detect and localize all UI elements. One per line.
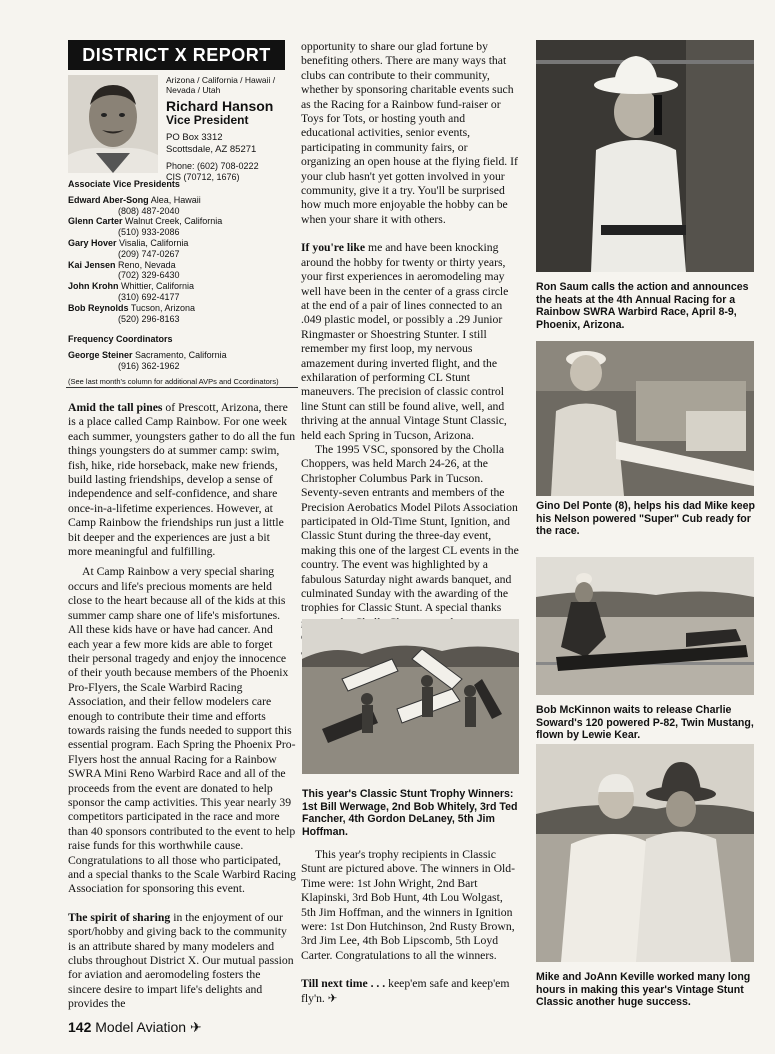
- paragraph-opportunity: opportunity to share our glad fortune by benefiting others. There are many ways that clubs can contribute to their community, whether by sponsoring charitable events such as the Racing for a Rainbow fund-raiser or Toys for Tots, or hosting youth and educational activities, senior events, participating in community fairs, or organizing an open house at the flying field. If your club hasn't yet gotten involved in your community, give it a try. You'll be surprised how much more enjoyable the hobby can be when your share it with others.: [301, 40, 518, 226]
- avp-entry: [68, 195, 298, 206]
- paragraph-trophy-recipients: This year's trophy recipients in Classic Stunt are pictured above. The winners in Old-Time were: 1st John Wright, 2nd Bart Klapinski, 3rd Bob Hunt, 4th Lou Wolgast, 5th Jim Hoffman, and the winners in Ignition were: 1st Don Hutchinson, 2nd Rusty Brown, 3rd Jim Lee, 4th Bob Lipscomb, 5th Loyd Carter. Congratulations to all the winners.: [301, 848, 515, 962]
- caption-bob-mckinnon: Bob McKinnon waits to release Charlie Soward's 120 powered P-82, Twin Mustang, flown by Lewie Kear.: [536, 704, 754, 742]
- avp-city: Whittier, California: [121, 281, 195, 292]
- vp-info-block: [166, 75, 291, 183]
- gino-del-ponte-photo: [536, 341, 754, 496]
- avp-entry: [68, 303, 298, 314]
- paragraph-text: of Prescott, Arizona, there is a place called Camp Rainbow. For one week each summer, youngsters gather to do all the fun things youngsters do at summer camp: swim, fish, hike, ride horseback, make new friends, build lasting friendships, develop a sense of independence and self-confidence, and share once-in-a-lifetime experiences. However, at Camp Rainbow the friendships run just a little bit deeper and the experiences are just a bit more meaningful and fulfilling.: [68, 401, 296, 559]
- lead-in: If you're like: [301, 241, 366, 255]
- vp-address-line2: Scottsdale, AZ 85271: [166, 144, 257, 155]
- vp-cis: CIS (70712, 1676): [166, 172, 240, 182]
- avp-entry: [68, 238, 298, 249]
- ron-saum-photo: [536, 40, 754, 272]
- avp-phone: (520) 296-8163: [118, 313, 180, 324]
- avp-name: John Krohn: [68, 281, 119, 292]
- avp-name: Glenn Carter: [68, 216, 123, 227]
- avp-heading: Associate Vice Presidents: [68, 179, 180, 189]
- caption-stunt-winners: This year's Classic Stunt Trophy Winners: 1st Bill Werwage, 2nd Bob Whitely, 3rd Ted Fancher, 4th Gordon DeLaney, 5th Jim Hoffman.: [302, 788, 518, 838]
- article-column-2: [301, 40, 519, 659]
- paragraph-till-next-time: [301, 977, 519, 1006]
- freq-entry: [68, 350, 298, 361]
- avp-phone: (808) 487-2040: [118, 205, 180, 216]
- caption-ron-saum: Ron Saum calls the action and announces the heats at the 4th Annual Racing for a Rainbow SWRA Warbird Race, April 8-9, Phoenix, Arizona.: [536, 281, 749, 331]
- avp-phone: (702) 329-6430: [118, 270, 180, 281]
- avp-city: Alea, Hawaii: [150, 194, 201, 205]
- avp-name: Gary Hover: [68, 237, 117, 248]
- caption-keville: Mike and JoAnn Keville worked many long hours in making this year's Vintage Stunt Classic another huge success.: [536, 971, 751, 1009]
- paragraph-if-youre-like: [301, 241, 519, 443]
- avp-city: Tucson, Arizona: [130, 302, 196, 313]
- lead-in: Till next time . . .: [301, 977, 386, 991]
- plane-icon: ✈: [189, 1019, 202, 1035]
- paragraph-text: in the enjoyment of our sport/hobby and giving back to the community is an attribute shared by many modelers and clubs throughout District X. Our mutual passion for aviation and aeromodeling fosters the sincere desire to impart life's delights and provides the: [68, 910, 294, 1011]
- freq-heading: Frequency Coordinators: [68, 334, 173, 345]
- page-number: 142: [68, 1019, 92, 1035]
- avp-name: Kai Jensen: [68, 259, 116, 270]
- avp-city: Walnut Creek, California: [125, 216, 223, 227]
- article-column-2-bottom: [301, 848, 519, 1006]
- avp-entry: [68, 260, 298, 271]
- report-header: DISTRICT X REPORT: [68, 40, 285, 70]
- page-footer: [68, 1019, 202, 1036]
- vp-name: Richard Hanson: [166, 98, 274, 114]
- caption-gino: Gino Del Ponte (8), helps his dad Mike keep his Nelson powered "Super" Cub ready for the race.: [536, 500, 755, 538]
- avp-city: Reno, Nevada: [118, 259, 176, 270]
- avp-entry: [68, 281, 298, 292]
- vp-address: [166, 132, 291, 156]
- magazine-name: Model Aviation: [95, 1019, 187, 1035]
- avp-phone: (510) 933-2086: [118, 227, 180, 238]
- paragraph-camp-rainbow: [68, 401, 296, 559]
- sidebar-divider: [66, 387, 298, 388]
- lead-in: The spirit of sharing: [68, 910, 171, 924]
- vp-portrait-photo: [68, 75, 158, 173]
- associate-vp-list: [68, 179, 298, 388]
- paragraph-text: keep'em safe and keep'em fly'n. ✈: [301, 977, 510, 1005]
- freq-city: Sacramento, California: [135, 350, 227, 361]
- paragraph-1995-vsc: The 1995 VSC, sponsored by the Cholla Choppers, was held March 24-26, at the Christopher Columbus Park in Tucson. Seventy-seven entrants and members of the Precision Aerobatics Model Pilots Association participated in Old-Time Stunt, Ignition, and Classic Stunt during the three-day event, making this one of the largest CL events in the country. The event was highlighted by a fabulous Saturday night awards banquet, and culminated Sunday with the awarding of the trophies for Classic Stunt. A special thanks: [301, 442, 519, 615]
- avp-phone: (209) 747-0267: [118, 248, 180, 259]
- freq-phone: (916) 362-1962: [118, 360, 180, 371]
- paragraph-special-sharing: At Camp Rainbow a very special sharing occurs and life's precious moments are held close to the heart because all of the kids at this summer camp share one of life's misfortunes. All these kids have or have had cancer. And each year a few more kids are able to forget their personal tragedy and enjoy the innocence of their youth because members of the Phoenix Pro-Flyers, the Scale Warbird Racing Association, and their fellow modelers care enough to contribute their time and efforts towards raising the funds needed to support this essential program. Each Spring the Phoenix Pro-Flyers host the annual Racing for a Rainbow SWRA Mini Reno Warbird Race and all of the proceeds from the event are donated to help sponsor the camp activities. This year nearly 39 competitors participated in the race and more than 40 sponsors contributed to the event to help raise funds for this worthwhile cause. Congratulations to all those who participated, and a special thanks to the Scale Warbird Racing Association for sponsoring this event.: [68, 565, 296, 896]
- vp-states: Arizona / California / Hawaii / Nevada / Utah: [166, 75, 276, 95]
- classic-stunt-photo: [302, 619, 519, 774]
- avp-phone: (310) 692-4177: [118, 291, 180, 302]
- avp-note: (See last month's column for additional AVPs and Ccordinators): [68, 376, 279, 386]
- lead-in: Amid the tall pines: [68, 401, 163, 414]
- keville-photo: [536, 744, 754, 962]
- freq-name: George Steiner: [68, 350, 133, 361]
- paragraph-spirit-of-sharing: [68, 911, 296, 1012]
- bob-mckinnon-photo: [536, 557, 754, 695]
- avp-name: Bob Reynolds: [68, 302, 129, 313]
- article-column-1: [68, 401, 296, 1012]
- avp-entry: [68, 216, 298, 227]
- avp-city: Visalia, California: [119, 237, 189, 248]
- vp-phone: Phone: (602) 708-0222: [166, 161, 259, 171]
- avp-name: Edward Aber-Song: [68, 194, 149, 205]
- paragraph-text: me and have been knocking around the hobby for twenty or thirty years, your first experiences in aeromodeling may well have been in the center of a grass circle at the end of a pair of lines connected to an .049 plastic model, or possibly a .29 Junior Ringmaster or Shoestring Stunter. I still remember my first loop, my nervous amazement during inverted flight, and the exhilaration of performing CL Stunt maneuvers. The precision of classic control line Stunt can still be found alive, well, and thriving at the annual Vintage Stunt Classic, held each Spring in Tucson, Arizona.: [301, 241, 509, 442]
- vp-title: Vice President: [166, 113, 249, 127]
- vp-address-line1: PO Box 3312: [166, 132, 223, 143]
